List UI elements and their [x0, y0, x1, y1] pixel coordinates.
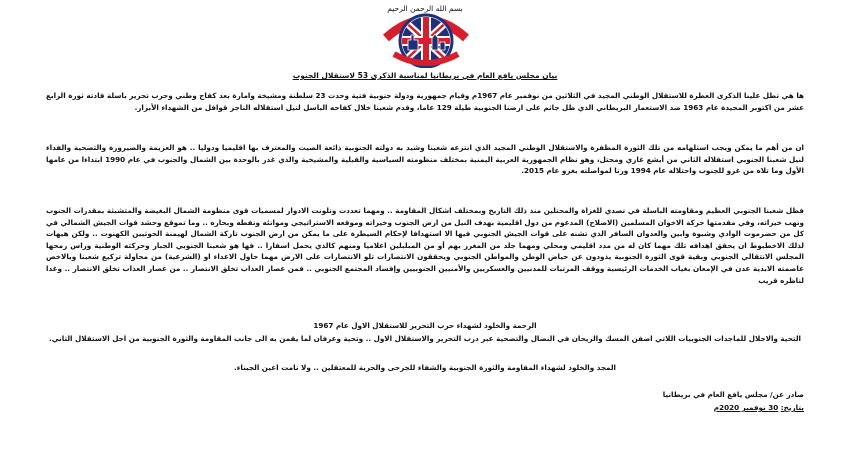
date-label: بتاريخ:	[780, 403, 804, 412]
basmala: بسم الله الرحمن الرحيم	[387, 4, 463, 13]
signature-issuer: صادر عن/ مجلس يافع العام في بريطانيا	[662, 390, 804, 399]
closing-line-1: الرحمة والخلود لشهداء حرب التحرير للاستقلال الاول عام 1967	[313, 321, 537, 330]
paragraph-2: ان من أهم ما يمكن ويجب استلهامه من تلك الثورة المظفرة والاستقلال الوطني المجيد الذي انتزعه شعبنا وشيد به دولته الجنوبية ذائعة الصيت والمعترف بها اقليميا ودوليا .. هو العزيمة والصيرورة والتضحية والفداء لنيل شعبنا الجنوبي استقلاله الثاني من أيشع غازي ومحتل، وهو نظام الجمهورية العربية اليمنية بمختلف منظومته السياسية والقبلية والمشيخية والذي غدر بالوحدة بين الشمال والجنوب في عام 1990 ابتداءا من عامها الأول وما تلاه من غزو للجنوب واحتلاله عام 1994 ورنا لمواصلته بغزو عام 2015.	[46, 143, 804, 176]
date-value: 30 نوفمبر 2020م	[713, 403, 779, 412]
closing-line-3: المجد والخلود لشهداء المقاومة والثورة الجنوبية والشفاء للجرحى والحرية للمعتقلين .. ولا نامت اعين الجبناء.	[233, 363, 617, 372]
signature-date	[714, 403, 804, 412]
paragraph-1: ها هي تطل علينا الذكرى العطرة للاستقلال الوطني المجيد في الثلاثين من نوفمبر عام 1967م وقيام جمهورية ودولة جنوبية فتية وحدت 23 سلطنة ومشيخة وامارة بعد كفاح وطني وحرب تحرير باسلة قادته ثورة الرابع عشر من اكتوبر المجيدة عام 1963 ضد الاستعمار البريطاني الذي ظل جاثم على ارضنا الجنوبية طيلة 129 عاما، وقدم شعبنا خلال كفاحه الباسل لنيل استقلاله الناجز قوافل من الشهداء الأبرار.	[46, 91, 805, 112]
council-logo	[366, 10, 486, 68]
document-title: بيان مجلس يافع العام في بريطانيا لمناسبة الذكرى 53 لاستقلال الجنوب	[292, 71, 558, 80]
paragraph-3: فظل شعبنا الجنوبي العظيم ومقاومته الباسلة في تصدي للغزاة والمحتلين منذ ذلك التاريخ وبمختلف اشكال المقاومة .. ومهما تعددت وتلونت الادوار لمسميات قوى منظومة الشمال البغيضة والمتشبثة بمقدرات الجنوب ونهب خيراته، وفي مقدمتها حركة الاخوان المسلمين (الاصلاح) المدعوم من دول اقليمية بهدف النيل من ارض الجنوب وخيراته وموقعه الاستراتيجي وموانئه ونفطه وبحاره .. وما تموقع وحشد قوات الجيش الشمالي في كل من حضرموت الوادي وشبوة وابين والعدوان السافر الذي تشنه على قوات الجيش الجنوبي فيها الا استهدافا لإحكام السيطرة على ما يمكن من ارض الجنوب تاركة الشمال لهيمنة الحوثيين الكهنوت .. ولكن هيهات لذلك الاخطبوط ان يحقق اهدافه تلك مهما كان له من مدد اقليمي ومحلي ومهما جلد من المغرر بهم أو من المبلبلين اعلاميا ومنهم كالذي يحمل اسفارا .. فها هو شعبنا الجنوبي الجبار وحركته الوطنية وراس رمحها المجلس الانتقالي الجنوبي وبقية قوى الثورة الجنوبية يذودون عن حياض الوطن والمواطن الجنوبي ويحققون الانتصارات تلو الانتصارات على الارض مهما حاول الاعداء او (الشرعية) من محاولة تركيع شعبنا وبالاخص عاصمته الابدية عدن في الإمعان بغياب الخدمات الرئيسية ووقف المرتبات للمدنيين والعسكريين والأمنيين الجنوبيين وإفساد المجتمع الجنوبي .. فمن عصار العذاب تخلق الانتصار .. من عصار العذاب تخلق الانتصار .. وغدا لناظره قريب	[46, 206, 804, 285]
closing-line-2: التحية والاجلال للماجدات الجنوبيات اللاتي اضفن المسك والريحان في النضال والتضحية عبر درب التحرير والاستقلال الاول .. وتحية وعرفان لما يقمن به الى جانب المقاومة والثورة الجنوبية من اجل الاستقلال الثاني.	[49, 334, 801, 343]
